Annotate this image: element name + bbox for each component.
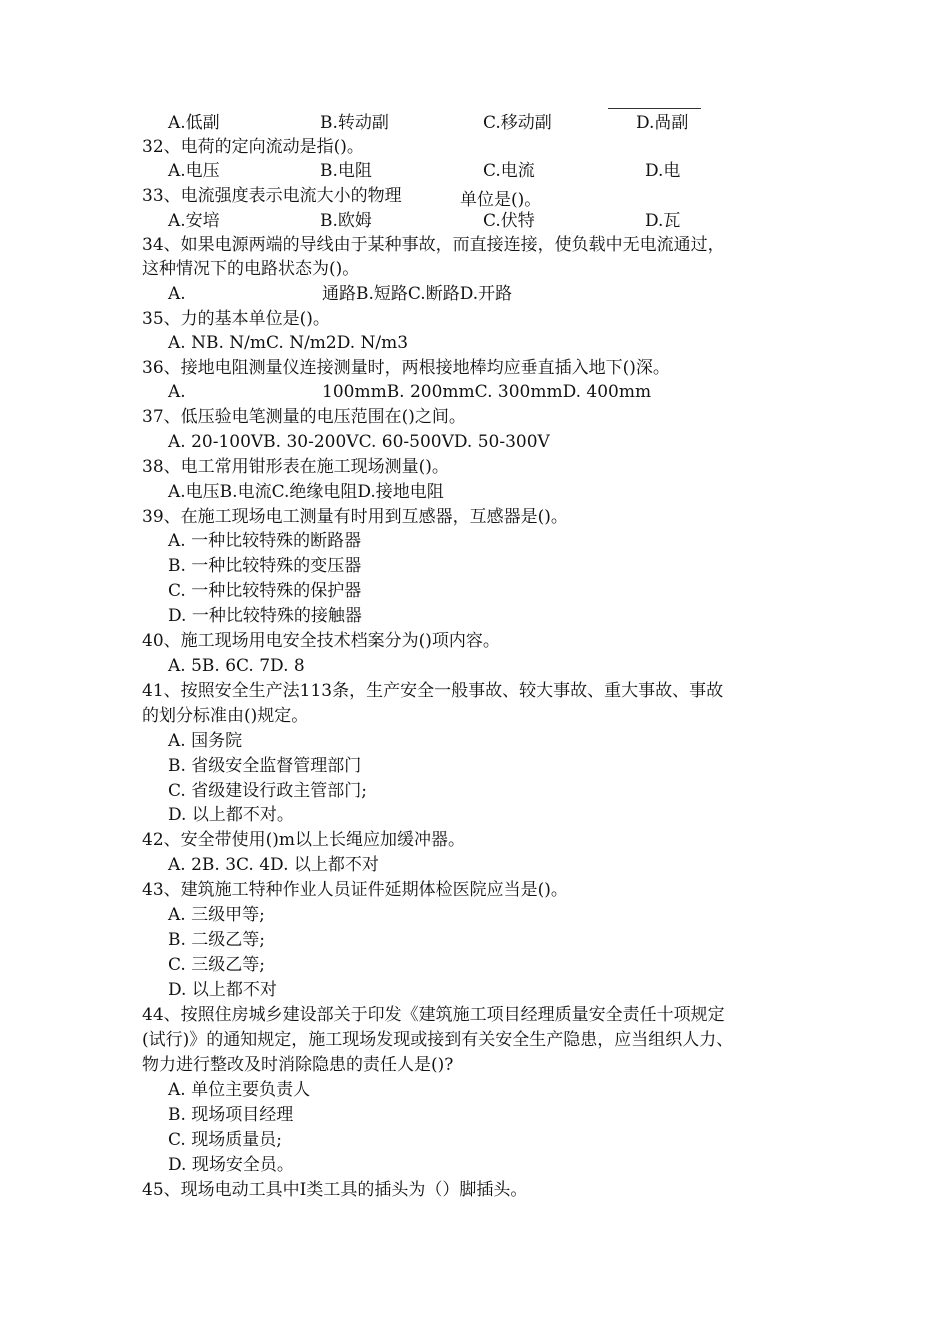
q44-option-d: D. 现场安全员。 <box>168 1155 294 1175</box>
q36-stem: 36、接地电阻测量仪连接测量时，两根接地棒均应垂直插入地下()深。 <box>142 358 670 378</box>
q34-stem-line-1: 34、如果电源两端的导线由于某种事故，而直接连接，使负载中无电流通过， <box>142 235 725 255</box>
q31-option-b: B.转动副 <box>320 113 389 133</box>
q41-stem-line-2: 的划分标准由()规定。 <box>142 706 309 726</box>
q37-stem: 37、低压验电笔测量的电压范围在()之间。 <box>142 407 466 427</box>
q42-options: A. 2B. 3C. 4D. 以上都不对 <box>168 855 379 875</box>
q32-option-b: B.电阻 <box>320 161 372 181</box>
q31-option-a: A.低副 <box>168 113 220 133</box>
q44-stem-line-3: 物力进行整改及时消除隐患的责任人是()? <box>142 1055 454 1075</box>
q33-option-b: B.欧姆 <box>320 211 372 231</box>
q34-option-a: A. <box>168 284 186 304</box>
q33-stem-part-b: 单位是()。 <box>460 190 542 210</box>
q44-option-a: A. 单位主要负责人 <box>168 1080 311 1100</box>
q38-options: A.电压B.电流C.绝缘电阻D.接地电阻 <box>168 482 444 502</box>
q41-option-a: A. 国务院 <box>168 731 243 751</box>
q41-option-b: B. 省级安全监督管理部门 <box>168 756 362 776</box>
q41-stem-line-1: 41、按照安全生产法113条，生产安全一般事故、较大事故、重大事故、事故 <box>142 681 724 701</box>
q41-option-d: D. 以上都不对。 <box>168 805 294 825</box>
q39-option-b: B. 一种比较特殊的变压器 <box>168 556 362 576</box>
q45-stem: 45、现场电动工具中I类工具的插头为（）脚插头。 <box>142 1180 528 1200</box>
q43-option-c: C. 三级乙等; <box>168 955 265 975</box>
q32-option-c: C.电流 <box>483 161 535 181</box>
q43-option-a: A. 三级甲等; <box>168 905 265 925</box>
q33-option-c: C.伏特 <box>483 211 535 231</box>
q34-stem-line-2: 这种情况下的电路状态为()。 <box>142 259 360 279</box>
q40-options: A. 5B. 6C. 7D. 8 <box>168 656 305 676</box>
q33-option-a: A.安培 <box>168 211 220 231</box>
q43-option-d: D. 以上都不对 <box>168 980 277 1000</box>
q39-stem: 39、在施工现场电工测量有时用到互感器，互感器是()。 <box>142 507 568 527</box>
q44-stem-line-2: (试行)》的通知规定，施工现场发现或接到有关安全生产隐患，应当组织人力、 <box>142 1030 734 1050</box>
q31-option-c: C.移动副 <box>483 113 552 133</box>
underline-rule <box>608 108 701 109</box>
q43-option-b: B. 二级乙等; <box>168 930 266 950</box>
q35-options: A. NB. N/mC. N/m2D. N/m3 <box>168 333 409 353</box>
q33-option-d: D.瓦 <box>645 211 681 231</box>
q44-option-c: C. 现场质量员; <box>168 1130 282 1150</box>
q44-stem-line-1: 44、按照住房城乡建设部关于印发《建筑施工项目经理质量安全责任十项规定 <box>142 1005 725 1025</box>
q32-option-d: D.电 <box>645 161 681 181</box>
q43-stem: 43、建筑施工特种作业人员证件延期体检医院应当是()。 <box>142 880 568 900</box>
q35-stem: 35、力的基本单位是()。 <box>142 309 330 329</box>
q40-stem: 40、施工现场用电安全技术档案分为()项内容。 <box>142 631 500 651</box>
q37-options: A. 20-100VB. 30-200VC. 60-500VD. 50-300V <box>168 432 550 452</box>
q34-option-rest: 通路B.短路C.断路D.开路 <box>322 284 513 304</box>
q36-option-a: A. <box>168 382 186 402</box>
q38-stem: 38、电工常用钳形表在施工现场测量()。 <box>142 457 449 477</box>
q32-option-a: A.电压 <box>168 161 220 181</box>
q39-option-d: D. 一种比较特殊的接触器 <box>168 606 362 626</box>
q42-stem: 42、安全带使用()m以上长绳应加缓冲器。 <box>142 830 466 850</box>
q31-option-d: D.咼副 <box>636 113 689 133</box>
q32-stem: 32、电荷的定向流动是指()。 <box>142 137 364 157</box>
q41-option-c: C. 省级建设行政主管部门; <box>168 781 367 801</box>
q39-option-a: A. 一种比较特殊的断路器 <box>168 531 362 551</box>
q39-option-c: C. 一种比较特殊的保护器 <box>168 581 362 601</box>
q44-option-b: B. 现场项目经理 <box>168 1105 294 1125</box>
q36-option-rest: 100mmB. 200mmC. 300mmD. 400mm <box>322 382 652 402</box>
q33-stem-part-a: 33、电流强度表示电流大小的物理 <box>142 186 402 206</box>
